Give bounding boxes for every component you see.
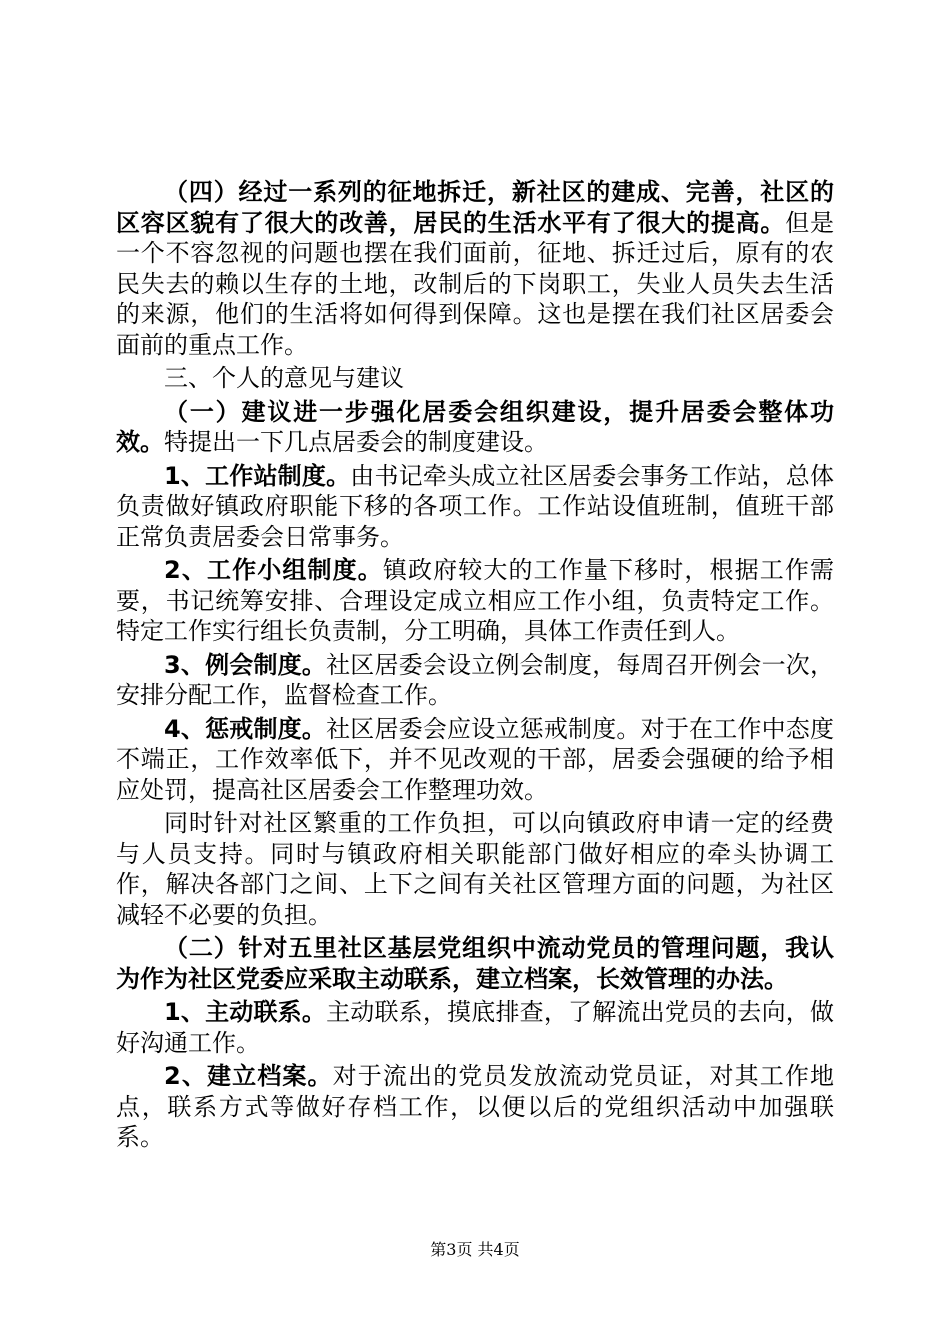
paragraph-4-intro	[116, 177, 834, 360]
rule-3-text: 社区居委会设立例会制度，每周召开例会一次，安排分配工作，监督检查工作。	[116, 650, 835, 709]
suggestion-1	[116, 397, 834, 458]
measure-2-lead: 2、建立档案。	[164, 1062, 333, 1090]
measure-1	[116, 997, 834, 1058]
rule-2-lead: 2、工作小组制度。	[164, 556, 383, 584]
rule-1	[116, 461, 834, 553]
rule-2	[116, 555, 834, 647]
rule-1-lead: 1、工作站制度。	[164, 461, 351, 490]
measure-1-text: 主动联系，摸底排查，了解流出党员的去向，做好沟通工作。	[116, 998, 835, 1057]
rule-4-text: 社区居委会应设立惩戒制度。对于在工作中态度不端正，工作效率低下，并不见改观的干部，居委会强硬的给予相应处罚，提高社区居委会工作整理功效。	[116, 714, 835, 804]
suggestion-2: （二）针对五里社区基层党组织中流动党员的管理问题，我认为作为社区党委应采取主动联系，建立档案，长效管理的办法。	[116, 934, 834, 993]
measure-1-lead: 1、主动联系。	[164, 998, 327, 1026]
rule-3-lead: 3、例会制度。	[164, 650, 327, 679]
rule-4-lead: 4、惩戒制度。	[164, 714, 327, 743]
measure-2-text: 对于流出的党员发放流动党员证，对其工作地点，联系方式等做好存档工作，以便以后的党组织活动中加强联系。	[116, 1062, 835, 1151]
document-body	[116, 177, 834, 1153]
paragraph-4-text: （四）经过一系列的征地拆迁，新社区的建成、完善，社区的区容区貌有了很大的改善，居民的生活水平有了很大的提高。	[116, 177, 834, 237]
suggestion-1-text: 特提出一下几点居委会的制度建设。	[164, 428, 548, 456]
rule-4	[116, 714, 834, 806]
page-number-footer: 第3页 共4页	[430, 1240, 520, 1259]
rule-3	[116, 650, 834, 711]
suggestion-1-lead: （一）建议进一步强化居委会组织建设，提升居委会整体功效。	[116, 397, 834, 456]
support-paragraph: 同时针对社区繁重的工作负担，可以向镇政府申请一定的经费与人员支持。同时与镇政府相关职能部门做好相应的牵头协调工作，解决各部门之间、上下之间有关社区管理方面的问题，为社区减轻不必要的负担。	[116, 809, 834, 929]
paragraph-4-continued: 但是一个不容忽视的问题也摆在我们面前，征地、拆迁过后，原有的农民失去的赖以生存的土地，改制后的下岗职工，失业人员失去生活的来源，他们的生活将如何得到保障。这也是摆在我们社区居委会面前的重点工作。	[116, 208, 835, 359]
section-heading-3: 三、个人的意见与建议	[164, 364, 404, 392]
rule-2-text: 镇政府较大的工作量下移时，根据工作需要，书记统筹安排、合理设定成立相应工作小组，负责特定工作。特定工作实行组长负责制，分工明确，具体工作责任到人。	[116, 556, 834, 645]
rule-1-text: 由书记牵头成立社区居委会事务工作站，总体负责做好镇政府职能下移的各项工作。工作站设值班制，值班干部正常负责居委会日常事务。	[116, 461, 835, 551]
measure-2	[116, 1061, 834, 1153]
